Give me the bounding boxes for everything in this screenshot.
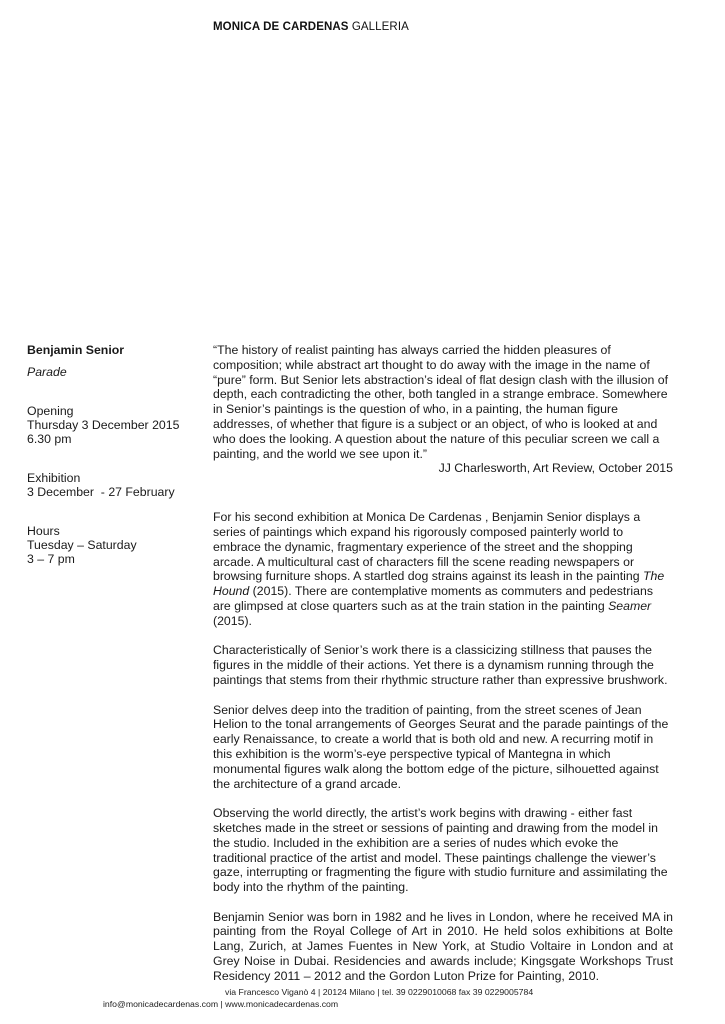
review-quote: “The history of realist painting has always carried the hidden pleasures of composition; while abstract art thought to do away with the image in the name of “pure” form. But Senior lets abstraction’s ideal of flat design clash with the illusion of depth, each contradicting the other, both tangled in a strange embrace. Somewhere in Senior’s paintings is the question of who, in a painting, the human figure addresses, of whether that figure is a subject or an object, of who is looked at and who does the looking. A question about the nature of this peculiar screen we call a painting, and the world we see upon it.” — [213, 343, 668, 461]
footer-contact: info@monicadecardenas.com | www.monicadecardenas.com — [103, 999, 339, 1009]
paragraph-stillness: Characteristically of Senior’s work there is a classicizing stillness that pauses the figures in the middle of their actions. Yet there is a dynamism running through the paintings that stems from their rhythmic structure rather than expressive brushwork. — [213, 643, 668, 687]
paragraph-intro — [213, 510, 673, 628]
artwork-title-seamer: Seamer — [608, 598, 652, 613]
opening-label: Opening — [27, 404, 74, 418]
exhibition-info-sidebar — [27, 343, 197, 566]
exhibition-block — [27, 471, 197, 499]
hours-time: 3 – 7 pm — [27, 552, 75, 566]
exhibition-dates: 3 December - 27 February — [27, 485, 175, 499]
hours-label: Hours — [27, 524, 60, 538]
paragraph-biography: Benjamin Senior was born in 1982 and he lives in London, where he received MA in painting from the Royal College of Art in 2010. He held solos exhibitions at Bolte Lang, Zurich, at James Fuentes in New York, at Studio Voltaire in London and at Grey Noise in Dubai. Residencies and awards include; Kingsgate Workshops Trust Residency 2011 – 2012 and the Gordon Luton Prize for Painting, 2010. — [213, 909, 673, 983]
paragraph-tradition: Senior delves deep into the tradition of painting, from the street scenes of Jean Helion to the tonal arrangements of Georges Seurat and the parade paintings of the early Renaissance, to create a world that is both old and new. A recurring motif in this exhibition is the worm’s-eye perspective typical of Mantegna in which monumental figures walk along the bottom edge of the picture, silhouetted against the architecture of a grand arcade. — [213, 702, 669, 791]
paragraph-intro-part-1: For his second exhibition at Monica De Cardenas , Benjamin Senior displays a series of paintings which expand his rigorously composed painterly world to embrace the dynamic, fragmentary experience of the street and the shopping arcade. A multicultural cast of characters fill the scene reading newspapers or browsing furniture shops. A startled dog strains against its leash in the painting — [213, 510, 643, 584]
paragraph-intro-part-3: (2015). — [213, 613, 252, 628]
artwork-title-the-hound: The Hound — [213, 569, 665, 599]
exhibition-label: Exhibition — [27, 471, 81, 485]
gallery-suffix: GALLERIA — [348, 21, 409, 33]
opening-time: 6.30 pm — [27, 432, 72, 446]
artist-name: Benjamin Senior — [27, 343, 125, 357]
body-text — [213, 510, 673, 984]
footer-address: via Francesco Viganò 4 | 20124 Milano | tel. 39 0229010068 fax 39 0229005784 — [225, 987, 534, 997]
opening-block — [27, 404, 197, 446]
exhibition-title: Parade — [27, 365, 67, 379]
hours-days: Tuesday – Saturday — [27, 538, 137, 552]
paragraph-drawing: Observing the world directly, the artist’s work begins with drawing - either fast sketches made in the street or sessions of painting and drawing from the model in the studio. Included in the exhibition are a series of nudes which evoke the traditional practice of the artist and model. These paintings challenge the viewer’s gaze, interrupting or fragmenting the figure with studio furniture and assimilating the body into the rhythm of the painting. — [213, 806, 668, 895]
gallery-name: MONICA DE CARDENAS — [213, 21, 349, 33]
gallery-header — [213, 21, 409, 33]
press-release-body — [213, 343, 673, 984]
opening-date: Thursday 3 December 2015 — [27, 418, 180, 432]
paragraph-intro-part-2: (2015). There are contemplative moments as commuters and pedestrians are glimpsed at close quarters such as at the train station in the painting — [213, 584, 653, 613]
quote-attribution: JJ Charlesworth, Art Review, October 2015 — [438, 461, 673, 476]
hours-block — [27, 524, 197, 566]
